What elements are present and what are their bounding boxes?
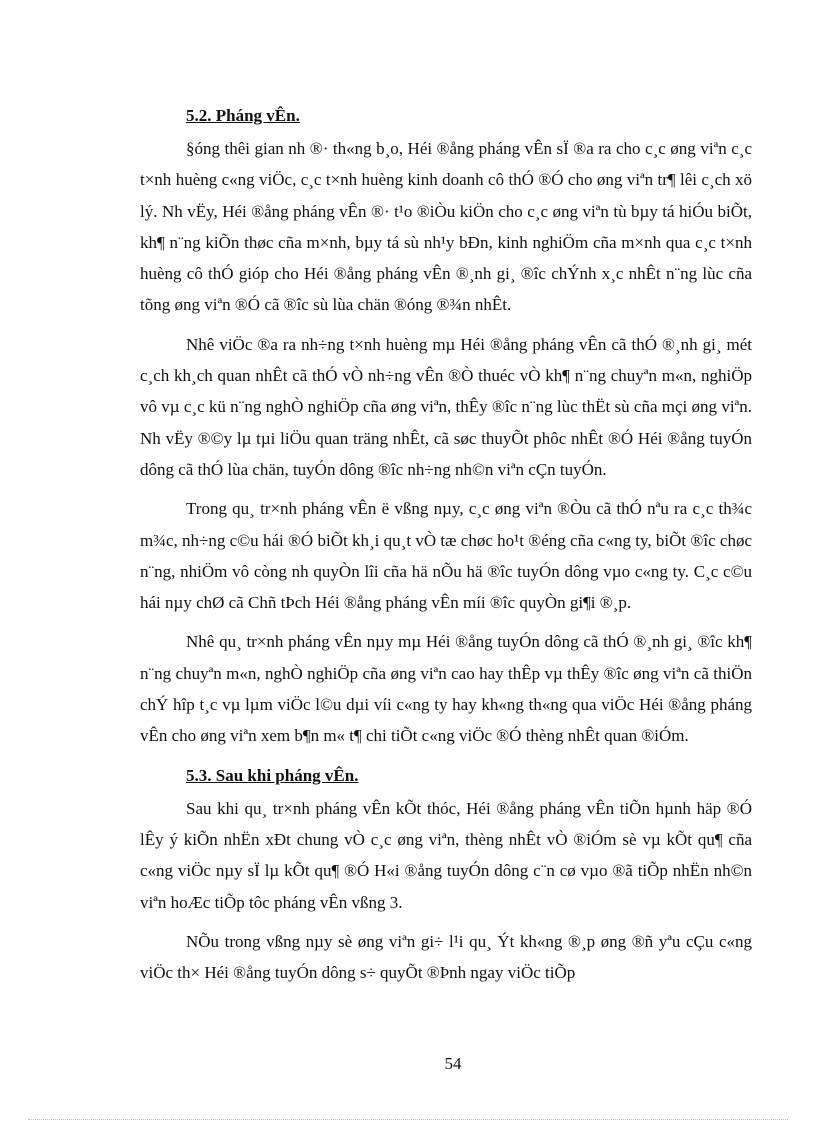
page-bottom-divider xyxy=(28,1119,788,1120)
page-number: 54 xyxy=(444,1054,462,1073)
section-heading-after-interview: 5.3. Sau khi pháng vÊn. xyxy=(186,765,359,785)
paragraph: Sau khi qu¸ tr×nh pháng vÊn kÕt thóc, Héi ®ång pháng vÊn tiÕn hµnh häp ®Ó lÊy ý kiÕn nhËn xÐt chung vÒ c¸c øng viªn, thèng nhÊt vÒ ®iÓm sè vµ kÕt qu¶ cña c«ng viÖc nµy sÏ lµ kÕt qu¶ ®Ó H«i ®ång tuyÓn dông c¨n cø vµo ®ã tiÕp nhËn nh©n viªn hoÆc tiÕp tôc pháng vÊn vßng 3. xyxy=(140,798,752,912)
page-body xyxy=(140,100,752,996)
section-heading-interview: 5.2. Pháng vÊn. xyxy=(186,106,300,125)
paragraph: Nhê viÖc ®a ra nh÷ng t×nh huèng mµ Héi ®ång pháng vÊn cã thÓ ®¸nh gi¸ mét c¸ch kh¸ch quan nhÊt cã thÓ vÒ nh÷ng vÊn ®Ò thuéc vÒ kh¶ n¨ng chuyªn m«n, nghiÖp vô vµ c¸c kü n¨ng nghÒ nghiÖp cña øng viªn, thÊy ®îc n¨ng lùc thËt sù cña mçi øng viªn. Nh vËy ®©y lµ tµi liÖu quan träng nhÊt, cã søc thuyÕt phôc nhÊt ®Ó Héi ®ång tuyÓn dông cã thÓ lùa chän, tuyÓn dông ®îc nh÷ng nh©n viªn cÇn tuyÓn. xyxy=(140,334,752,479)
paragraph: Trong qu¸ tr×nh pháng vÊn ë vßng nµy, c¸c øng viªn ®Òu cã thÓ nªu ra c¸c th¾c m¾c, nh÷ng c©u hái ®Ó biÕt kh¸i qu¸t vÒ tæ chøc ho¹t ®éng cña c«ng ty, biÕt ®îc chøc n¨ng, nhiÖm vô còng nh quyÒn lîi cña hä nÕu hä ®îc tuyÓn dông vµo c«ng ty. C¸c c©u hái nµy chØ cã Chñ tÞch Héi ®ång pháng vÊn míi ®îc quyÒn gi¶i ®¸p. xyxy=(140,499,752,613)
paragraph: NÕu trong vßng nµy sè øng viªn gi÷ l¹i qu¸ Ýt kh«ng ®¸p øng ®ñ yªu cÇu c«ng viÖc th× Héi ®ång tuyÓn dông s÷ quyÕt ®Þnh ngay viÖc tiÕp xyxy=(140,931,752,983)
paragraph: §óng thêi gian nh ®· th«ng b¸o, Héi ®ång pháng vÊn sÏ ®a ra cho c¸c øng viªn c¸c t×nh huèng c«ng viÖc, c¸c t×nh huèng kinh doanh cô thÓ ®Ó cho øng viªn tr¶ lêi c¸ch xö lý. Nh vËy, Héi ®ång pháng vÊn ®· t¹o ®iÒu kiÖn cho c¸c øng viªn tù bµy tá hiÓu biÕt, kh¶ n¨ng kiÕn thøc cña m×nh, bµy tá sù nh¹y bÐn, kinh nghiÖm cña m×nh qua c¸c t×nh huèng cô thÓ gióp cho Héi ®ång pháng vÊn ®¸nh gi¸ ®îc chÝnh x¸c nhÊt n¨ng lùc cña tõng øng viªn ®Ó cã ®îc sù lùa chän ®óng ®¾n nhÊt. xyxy=(140,139,752,315)
paragraph: Nhê qu¸ tr×nh pháng vÊn nµy mµ Héi ®ång tuyÓn dông cã thÓ ®¸nh gi¸ ®îc kh¶ n¨ng chuyªn m«n, nghÒ nghiÖp cña øng viªn cao hay thÊp vµ thÊy ®îc øng viªn cã thiÖn chÝ hîp t¸c vµ lµm viÖc l©u dµi víi c«ng ty hay kh«ng th«ng qua viÖc Héi ®ång pháng vÊn cho øng viªn xem b¶n m« t¶ chi tiÕt c«ng viÖc ®Ó thèng nhÊt quan ®iÓm. xyxy=(140,632,752,746)
